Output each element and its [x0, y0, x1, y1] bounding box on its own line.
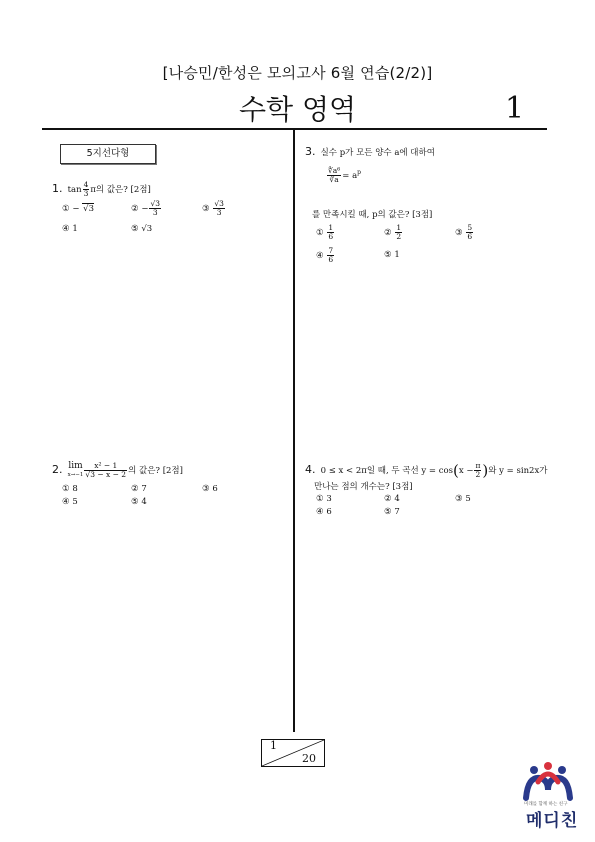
page-current: 1 [270, 739, 277, 752]
question-2 [52, 458, 183, 480]
question-text: lim x→−1 $\frac{\text{x² − 1}}{√3 - x - 2}$ 의 값은? [2점] [67, 460, 183, 479]
section-label: 5지선다형 [60, 144, 156, 164]
q2-option-5: ⑤ 4 [131, 497, 147, 507]
q3-option-2: ② $\frac{1}{2}$ [384, 223, 402, 241]
q2-option-4: ④ 5 [62, 497, 78, 507]
q4-option-4: ④ 6 [316, 507, 332, 517]
logo-name: 메디친 [526, 811, 579, 831]
q1-option-3: ③ $\frac{√3}{3}$ [202, 199, 224, 217]
q1-option-1: ① − √3 [62, 204, 94, 214]
q2-option-1: ① 8 [62, 484, 78, 494]
q4-option-3: ③ 5 [455, 494, 471, 504]
logo-tagline: 미래를 함께 하는 친구 [524, 802, 568, 807]
q3-option-1: ① $\frac{1}{6}$ [316, 223, 334, 241]
exam-subtitle: [나승민/한성은 모의고사 6월 연습(2/2)] [162, 64, 433, 82]
question-1 [52, 177, 151, 198]
question-number: 4. [305, 463, 316, 476]
page-total: 20 [302, 752, 316, 765]
question-text: 실수 p가 모든 양수 a에 대하여 [320, 148, 435, 158]
logo-icon [520, 760, 576, 802]
question-4 [305, 458, 547, 480]
q3-option-4: ④ $\frac{7}{6}$ [316, 246, 334, 264]
q4-option-1: ① 3 [316, 494, 332, 504]
q1-option-5: ⑤ √3 [131, 224, 153, 234]
q4-condition: 만나는 점의 개수는? [3점] [314, 482, 413, 492]
q1-option-2: ② − $\frac{√3}{3}$ [131, 199, 161, 217]
q2-option-3: ③ 6 [202, 484, 218, 494]
q3-condition: 를 만족시킬 때, p의 값은? [3점] [312, 210, 433, 220]
q4-option-2: ② 4 [384, 494, 400, 504]
medichin-logo [520, 760, 576, 806]
q1-option-4: ④ 1 [62, 224, 78, 234]
q3-option-5: ⑤ 1 [384, 250, 400, 260]
q4-option-5: ⑤ 7 [384, 507, 400, 517]
exam-title: 수학 영역 [238, 93, 357, 126]
question-text: tan $\frac{4}{3}$ π의 값은? [2점] [67, 180, 151, 198]
question-number: 2. [52, 463, 63, 476]
q2-option-2: ② 7 [131, 484, 147, 494]
q3-option-3: ③ $\frac{5}{6}$ [455, 223, 473, 241]
question-number: 1. [52, 182, 63, 195]
question-number: 3. [305, 145, 316, 158]
q3-equation: $\frac{\text{∜a⁶}}{∛a}$ = $a^p$ [328, 166, 362, 184]
column-divider [293, 128, 295, 732]
page-number: 1 [505, 91, 525, 126]
question-3 [305, 140, 435, 159]
question-text: 0 ≤ x < 2π일 때, 두 곡선 y = cos(x − $\frac{\pi}{2}$ )와 y = sin2x가 [320, 461, 548, 480]
